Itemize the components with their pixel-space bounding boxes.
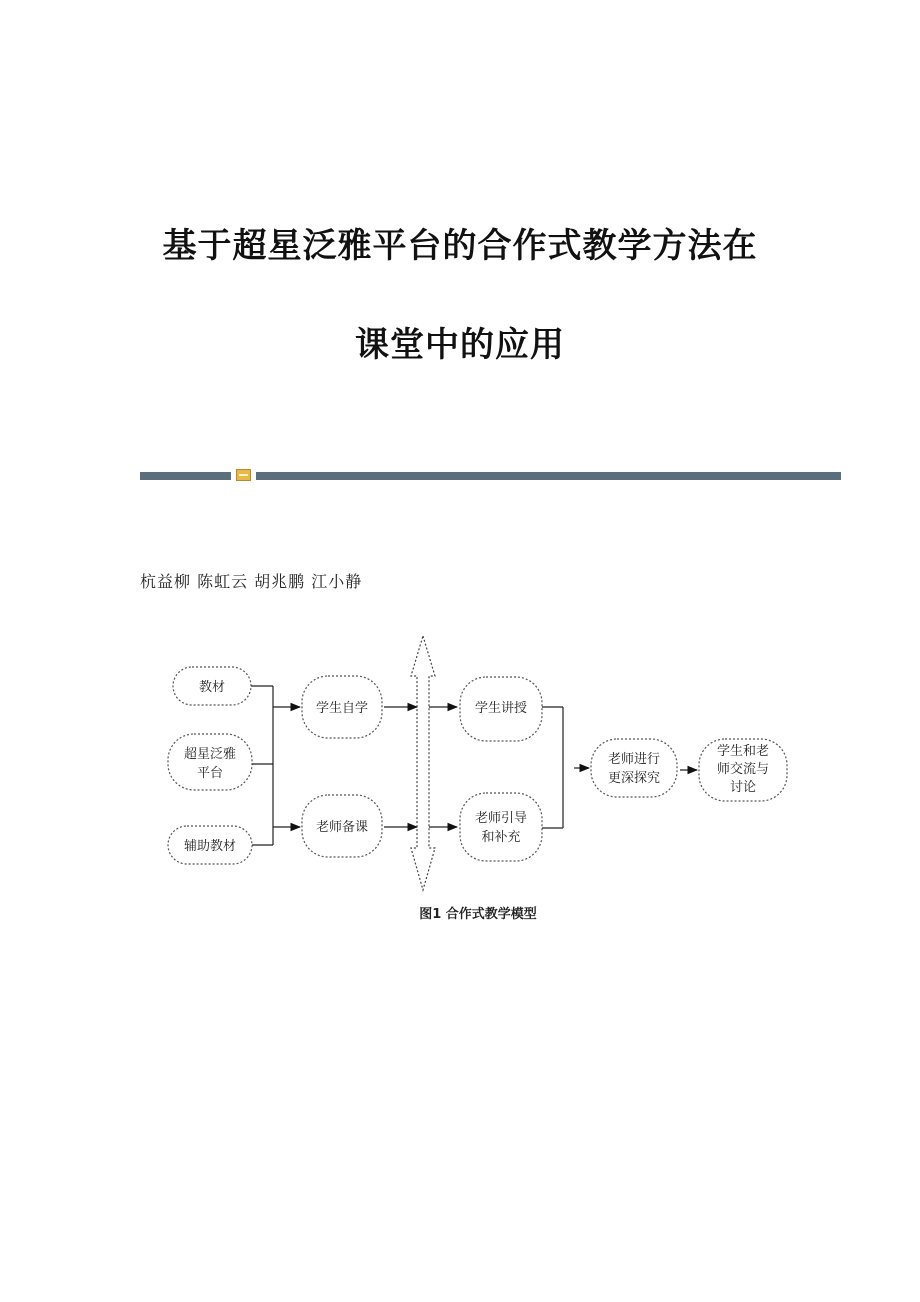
node-self-study-label: 学生自学: [315, 701, 369, 716]
node-textbook-label: 教材: [198, 680, 226, 695]
node-teacher-guide-label-line-1: 老师引导: [474, 811, 528, 826]
node-discussion-label-line-1: 学生和老: [716, 744, 770, 759]
author-list: 杭益柳 陈虹云 胡兆鹏 江小静: [140, 572, 363, 591]
document-title-line-1: 基于超星泛雅平台的合作式教学方法在: [162, 226, 758, 266]
node-teacher-guide-label-line-2: 和补充: [481, 830, 521, 845]
node-platform-label-line-2: 平台: [196, 766, 224, 781]
node-discussion-label-line-3: 讨论: [729, 780, 757, 795]
node-deeper-label-line-2: 更深探究: [607, 771, 661, 786]
node-platform: [168, 734, 252, 790]
node-prep-label: 老师备课: [315, 820, 369, 835]
figure-caption: 图1 合作式教学模型: [419, 907, 537, 922]
node-student-lecture-label: 学生讲授: [474, 701, 528, 716]
node-aux-textbook-label: 辅助教材: [183, 839, 237, 854]
double-vertical-arrow: [411, 636, 435, 890]
node-deeper-exploration: [591, 739, 677, 797]
node-deeper-label-line-1: 老师进行: [607, 752, 661, 767]
node-discussion-label-line-2: 师交流与: [716, 762, 770, 777]
node-teacher-guide: [460, 793, 542, 861]
node-platform-label-line-1: 超星泛雅: [183, 747, 237, 762]
document-title-line-2: 课堂中的应用: [355, 325, 565, 365]
